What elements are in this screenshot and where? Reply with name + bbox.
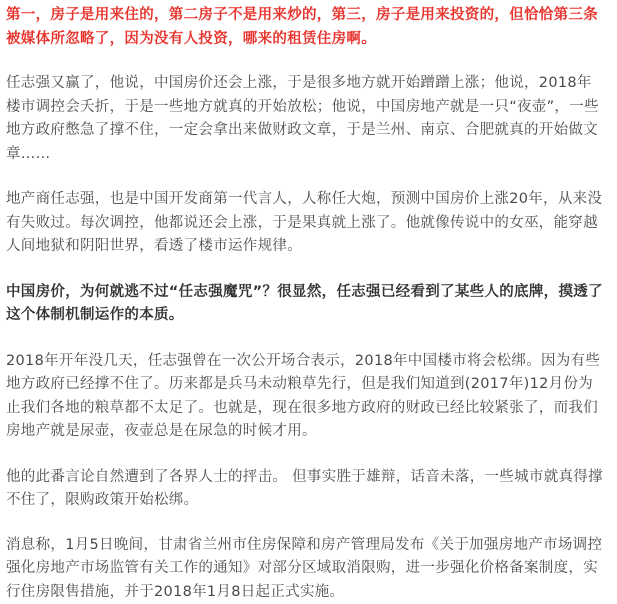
article-paragraph: 2018年开年没几天，任志强曾在一次公开场合表示，2018年中国楼市将会松绑。因为有些地方政府已经撑不住了。历来都是兵马未动粮草先行，但是我们知道到(2017年)12月份为止我们各地的粮草都不太足了。也就是，现在很多地方政府的财政已经比较紧张了，而我们房地产就是尿壶，夜壶总是在尿急的时候才用。	[6, 350, 606, 444]
article-paragraph: 任志强又赢了，他说，中国房价还会上涨，于是很多地方就开始蹭蹭上涨；他说，2018年楼市调控会夭折，于是一些地方就真的开始放松；他说，中国房地产就是一只“夜壶”，一些地方政府憋急了撑不住，一定会拿出来做财政文章，于是兰州、南京、合肥就真的开始做文章……	[6, 72, 606, 166]
bold-paragraph: 中国房价，为何就逃不过“任志强魔咒”？很显然，任志强已经看到了某些人的底牌，摸透了这个体制机制运作的本质。	[6, 281, 606, 328]
article-paragraph: 地产商任志强，也是中国开发商第一代言人，人称任大炮，预测中国房价上涨20年，从来没有失败过。每次调控，他都说还会上涨，于是果真就上涨了。他就像传说中的女巫，能穿越人间地狱和阴阳世界，看透了楼市运作规律。	[6, 188, 606, 259]
article-paragraph: 他的此番言论自然遭到了各界人士的抨击。 但事实胜于雄辩，话音未落，一些城市就真得撑不住了，限购政策开始松绑。	[6, 466, 606, 513]
article-body	[6, 4, 606, 604]
highlight-paragraph: 第一，房子是用来住的，第二房子不是用来炒的，第三，房子是用来投资的，但恰恰第三条被媒体所忽略了，因为没有人投资，哪来的租赁住房啊。	[6, 4, 606, 51]
article-paragraph: 消息称，1月5日晚间，甘肃省兰州市住房保障和房产管理局发布《关于加强房地产市场调控强化房地产市场监管有关工作的通知》对部分区域取消限购，进一步强化价格备案制度，实行住房限售措施，并于2018年1月8日起正式实施。	[6, 534, 606, 604]
